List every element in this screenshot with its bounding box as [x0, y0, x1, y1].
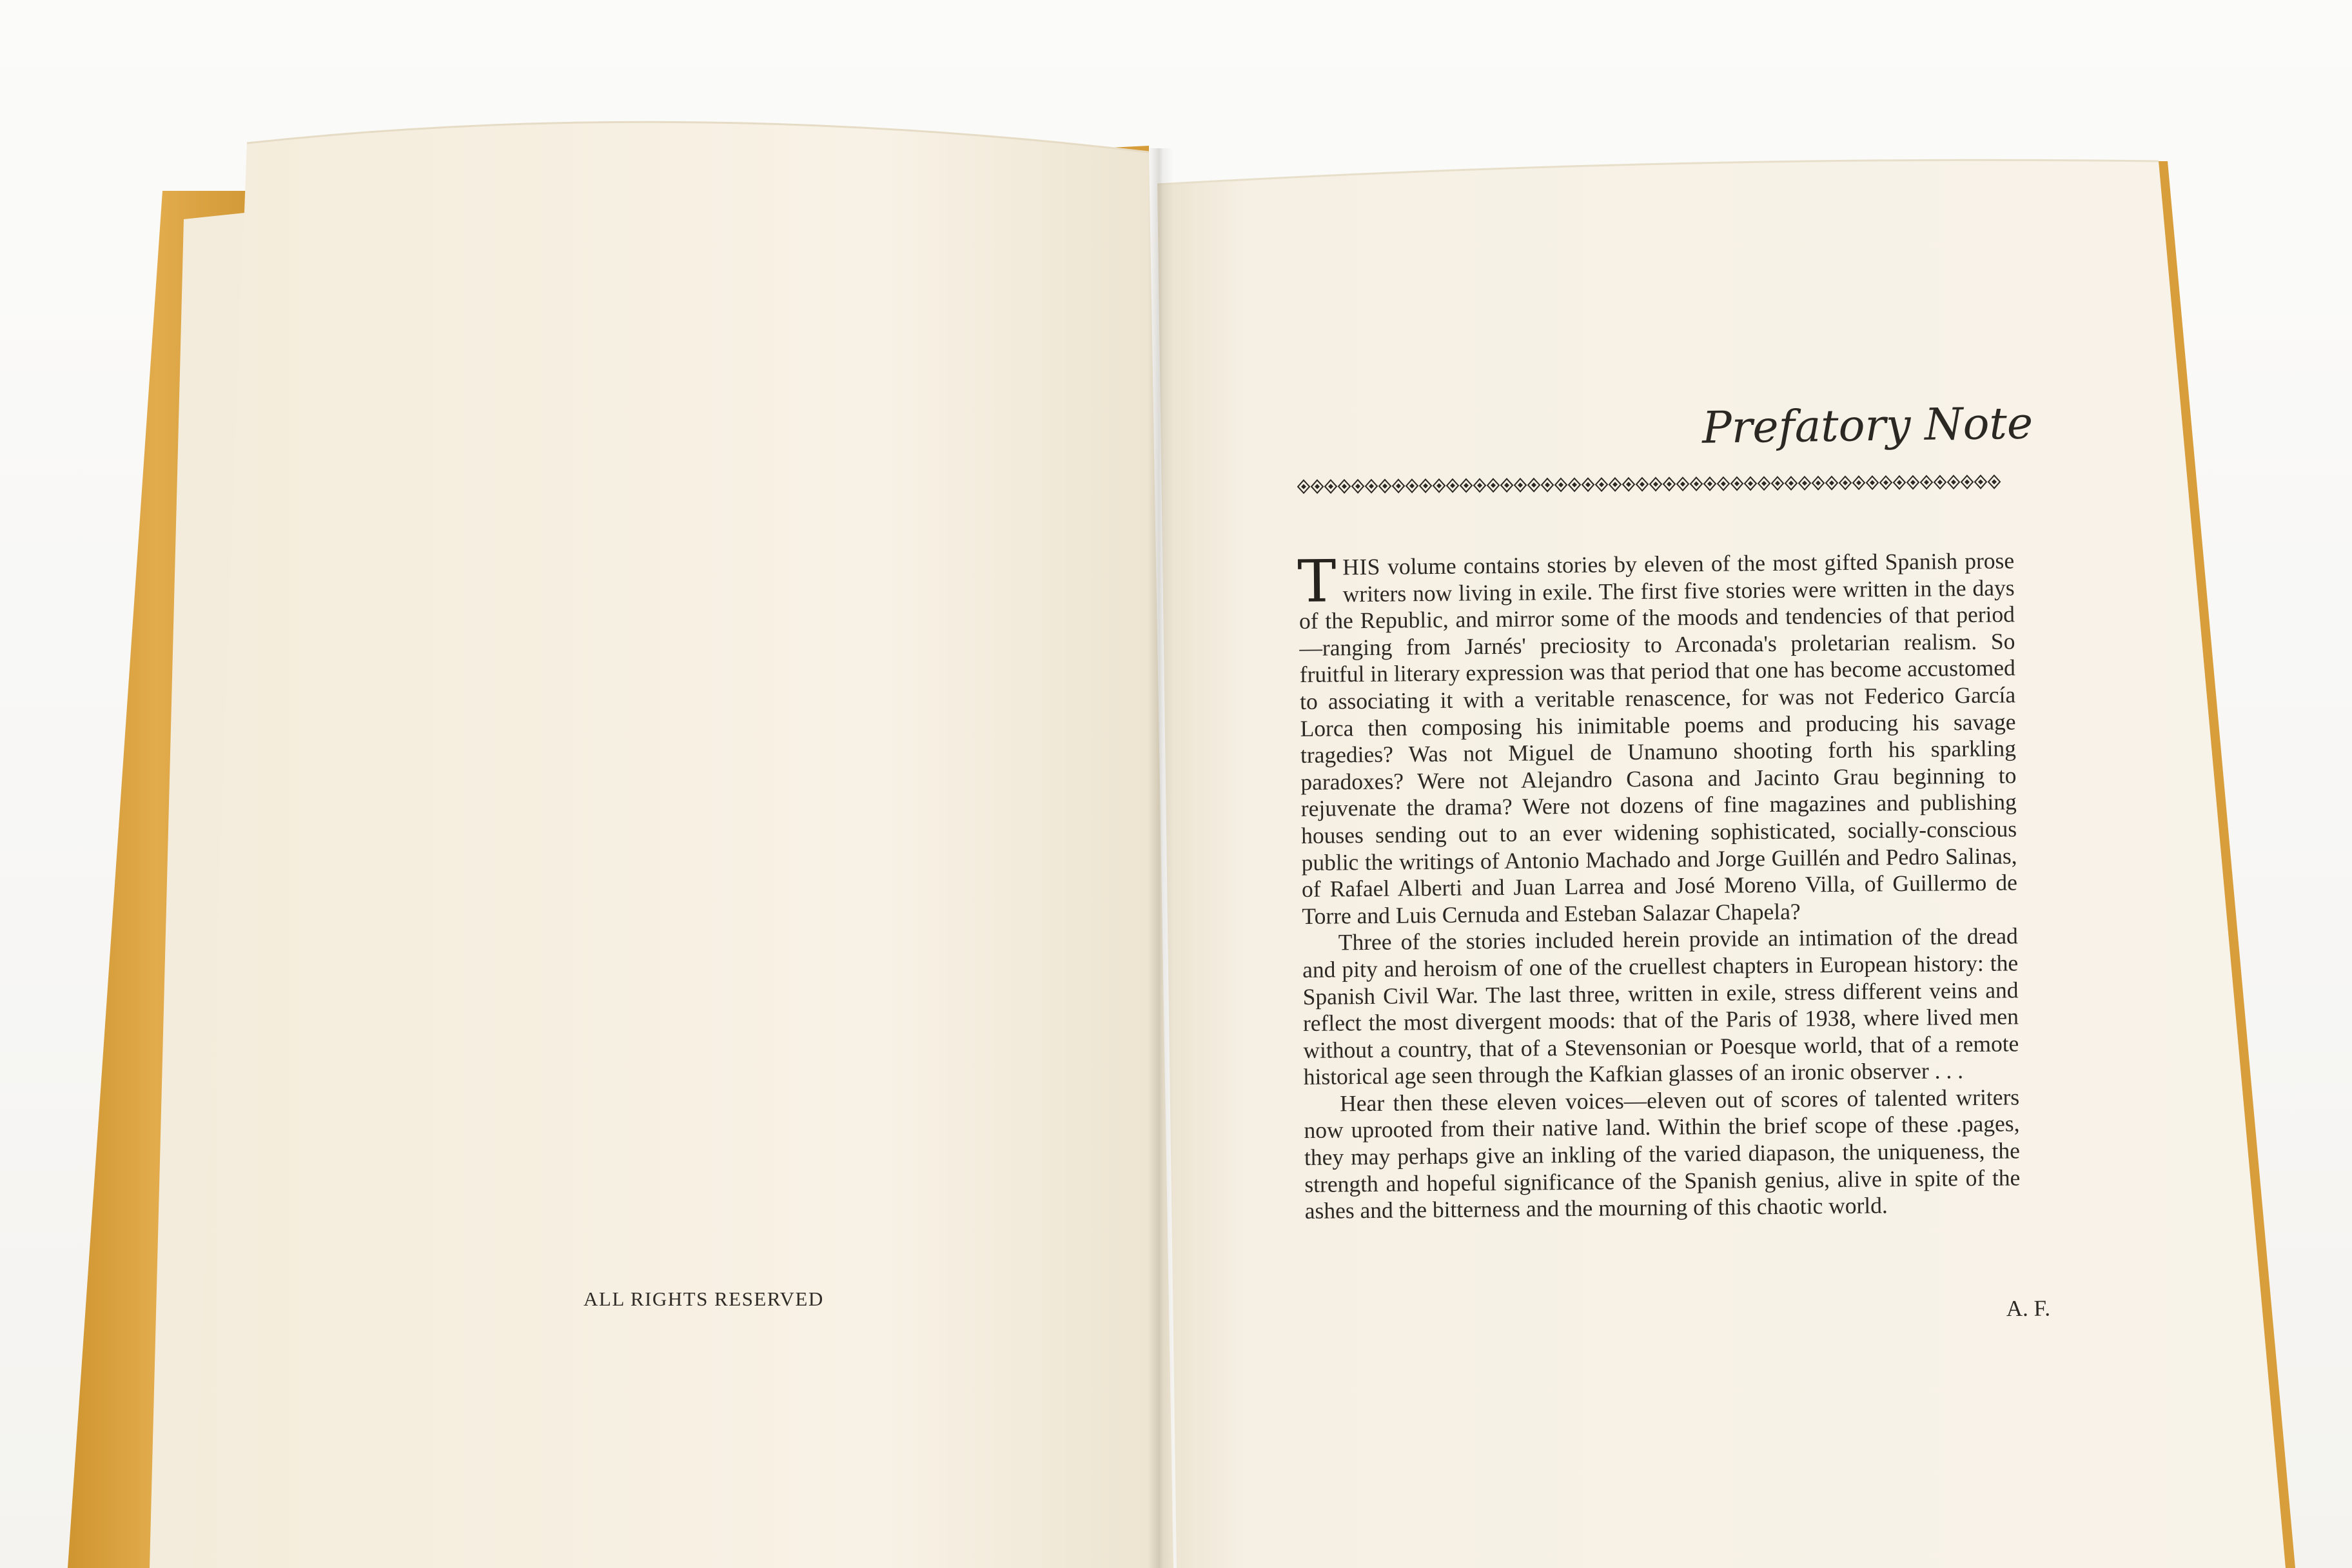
ornament-dot [1315, 484, 1320, 489]
drop-cap: T [1297, 547, 1337, 616]
ornament-dot [1910, 480, 1916, 485]
ornament-dot [1423, 483, 1428, 488]
ornament-dot [1355, 484, 1360, 489]
ornament-dot [1802, 480, 1807, 485]
ornament-dot [1301, 484, 1306, 489]
ornament-dot [1680, 482, 1685, 487]
ornament-dot [1640, 482, 1645, 487]
ornament-dot [1396, 484, 1401, 489]
book-gutter [1148, 148, 1173, 1568]
ornament-dot [1599, 482, 1604, 487]
ornament-dot [1788, 480, 1794, 485]
ornament-dot [1965, 480, 1970, 485]
ornament-dot [1626, 482, 1631, 487]
paragraph-2: Three of the stories included herein provide an intimation of the dread and pity and heroism of one of the cruellest chapters in European history: the Spanish Civil War. The last three, written in exile, stress different veins and reflect the most divergent moods: that of the Paris of 1938, where lived men without a country, that of a Stevensonian or Poesque world, that of a remote historical age seen through the Kafkian glasses of an ironic observer . . . [1302, 923, 2019, 1090]
ornament-dot [1856, 480, 1861, 485]
paragraph-1-text: volume contains stories by eleven of the most gifted Spanish prose writers now living in exile. The first five stories were written in the days of the Republic, and mirror some of the moods and tendencies of that period—ranging from Jarnés' preciosity to Arconada's proletarian realism. So fruitful in literary expression was that period that one has become accustomed to associating it with a veritable renascence, for was not Federico García Lorca then composing his inimitable poems and producing his savage tragedies? Was not Miguel de Unamuno shooting forth his sparkling paradoxes? Were not Alejandro Casona and Jacinto Grau beginning to rejuvenate the drama? Were not dozens of fine magazines and publishing houses sending out to an ever widening sophisticated, socially-conscious public the writings of Antonio Machado and Jorge Guillén and Pedro Salinas, of Rafael Alberti and Juan Larrea and José Moreno Villa, of Guillermo de Torre and Luis Cernuda and Esteban Salazar Chapela? [1298, 547, 2018, 929]
ornament-dot [1707, 481, 1712, 486]
ornament-dot [1951, 480, 1956, 485]
ornament-dot [1518, 482, 1523, 487]
ornament-dot [1870, 480, 1875, 485]
ornament-dot [1924, 480, 1929, 485]
ornament-dot [1721, 481, 1726, 486]
paragraph-1-lead: HIS [1342, 553, 1381, 580]
ornament-dot [1585, 482, 1591, 487]
ornament-dot [1653, 482, 1658, 487]
ornament-dot [1572, 482, 1577, 487]
ornament-dot [1937, 480, 1943, 485]
ornament-dot [1775, 481, 1780, 486]
author-initials: A. F. [2006, 1295, 2051, 1322]
rights-notice: ALL RIGHTS RESERVED [583, 1288, 824, 1310]
ornament-dot [1531, 482, 1536, 487]
ornament-dot [1450, 483, 1455, 488]
ornament-dot [1734, 481, 1740, 486]
paragraph-1 [1298, 547, 2018, 930]
ornament-dot [1477, 483, 1482, 488]
ornament-dot [1409, 484, 1415, 489]
ornament-dot [1436, 483, 1442, 488]
prefatory-text [1298, 547, 2021, 1224]
page-title: Prefatory Note [1701, 398, 2034, 454]
ornament-dot [1369, 484, 1374, 489]
ornament-dot [1761, 481, 1767, 486]
ornament-dot [1382, 484, 1387, 489]
ornament-dot [1612, 482, 1618, 487]
ornament-dot [1992, 479, 1997, 484]
ornament-dot [1342, 484, 1347, 489]
ornament-dot [1816, 480, 1821, 485]
ornament-dot [1491, 483, 1496, 488]
ornament-dot [1883, 480, 1888, 485]
ornament-dot [1464, 483, 1469, 488]
ornament-dot [1504, 483, 1509, 488]
ornament-dot [1829, 480, 1834, 485]
paragraph-3: Hear then these eleven voices—eleven out of scores of talented writers now uprooted from their native land. Within the brief scope of these .pages, they may perhaps give an inkling of the varied diapason, the uniqueness, the strength and hopeful significance of the Spanish genius, alive in spite of the ashes and the bitterness and the mourning of this chaotic world. [1304, 1084, 2021, 1224]
ornament-dot [1545, 482, 1550, 487]
ornament-dot [1328, 484, 1333, 489]
ornament-dot [1694, 482, 1699, 487]
ornament-dot [1897, 480, 1902, 485]
ornament-dot [1558, 482, 1563, 487]
ornament-dot [1978, 479, 1983, 484]
ornament-dot [1667, 482, 1672, 487]
ornament-dot [1843, 480, 1848, 485]
ornament-dot [1748, 481, 1753, 486]
